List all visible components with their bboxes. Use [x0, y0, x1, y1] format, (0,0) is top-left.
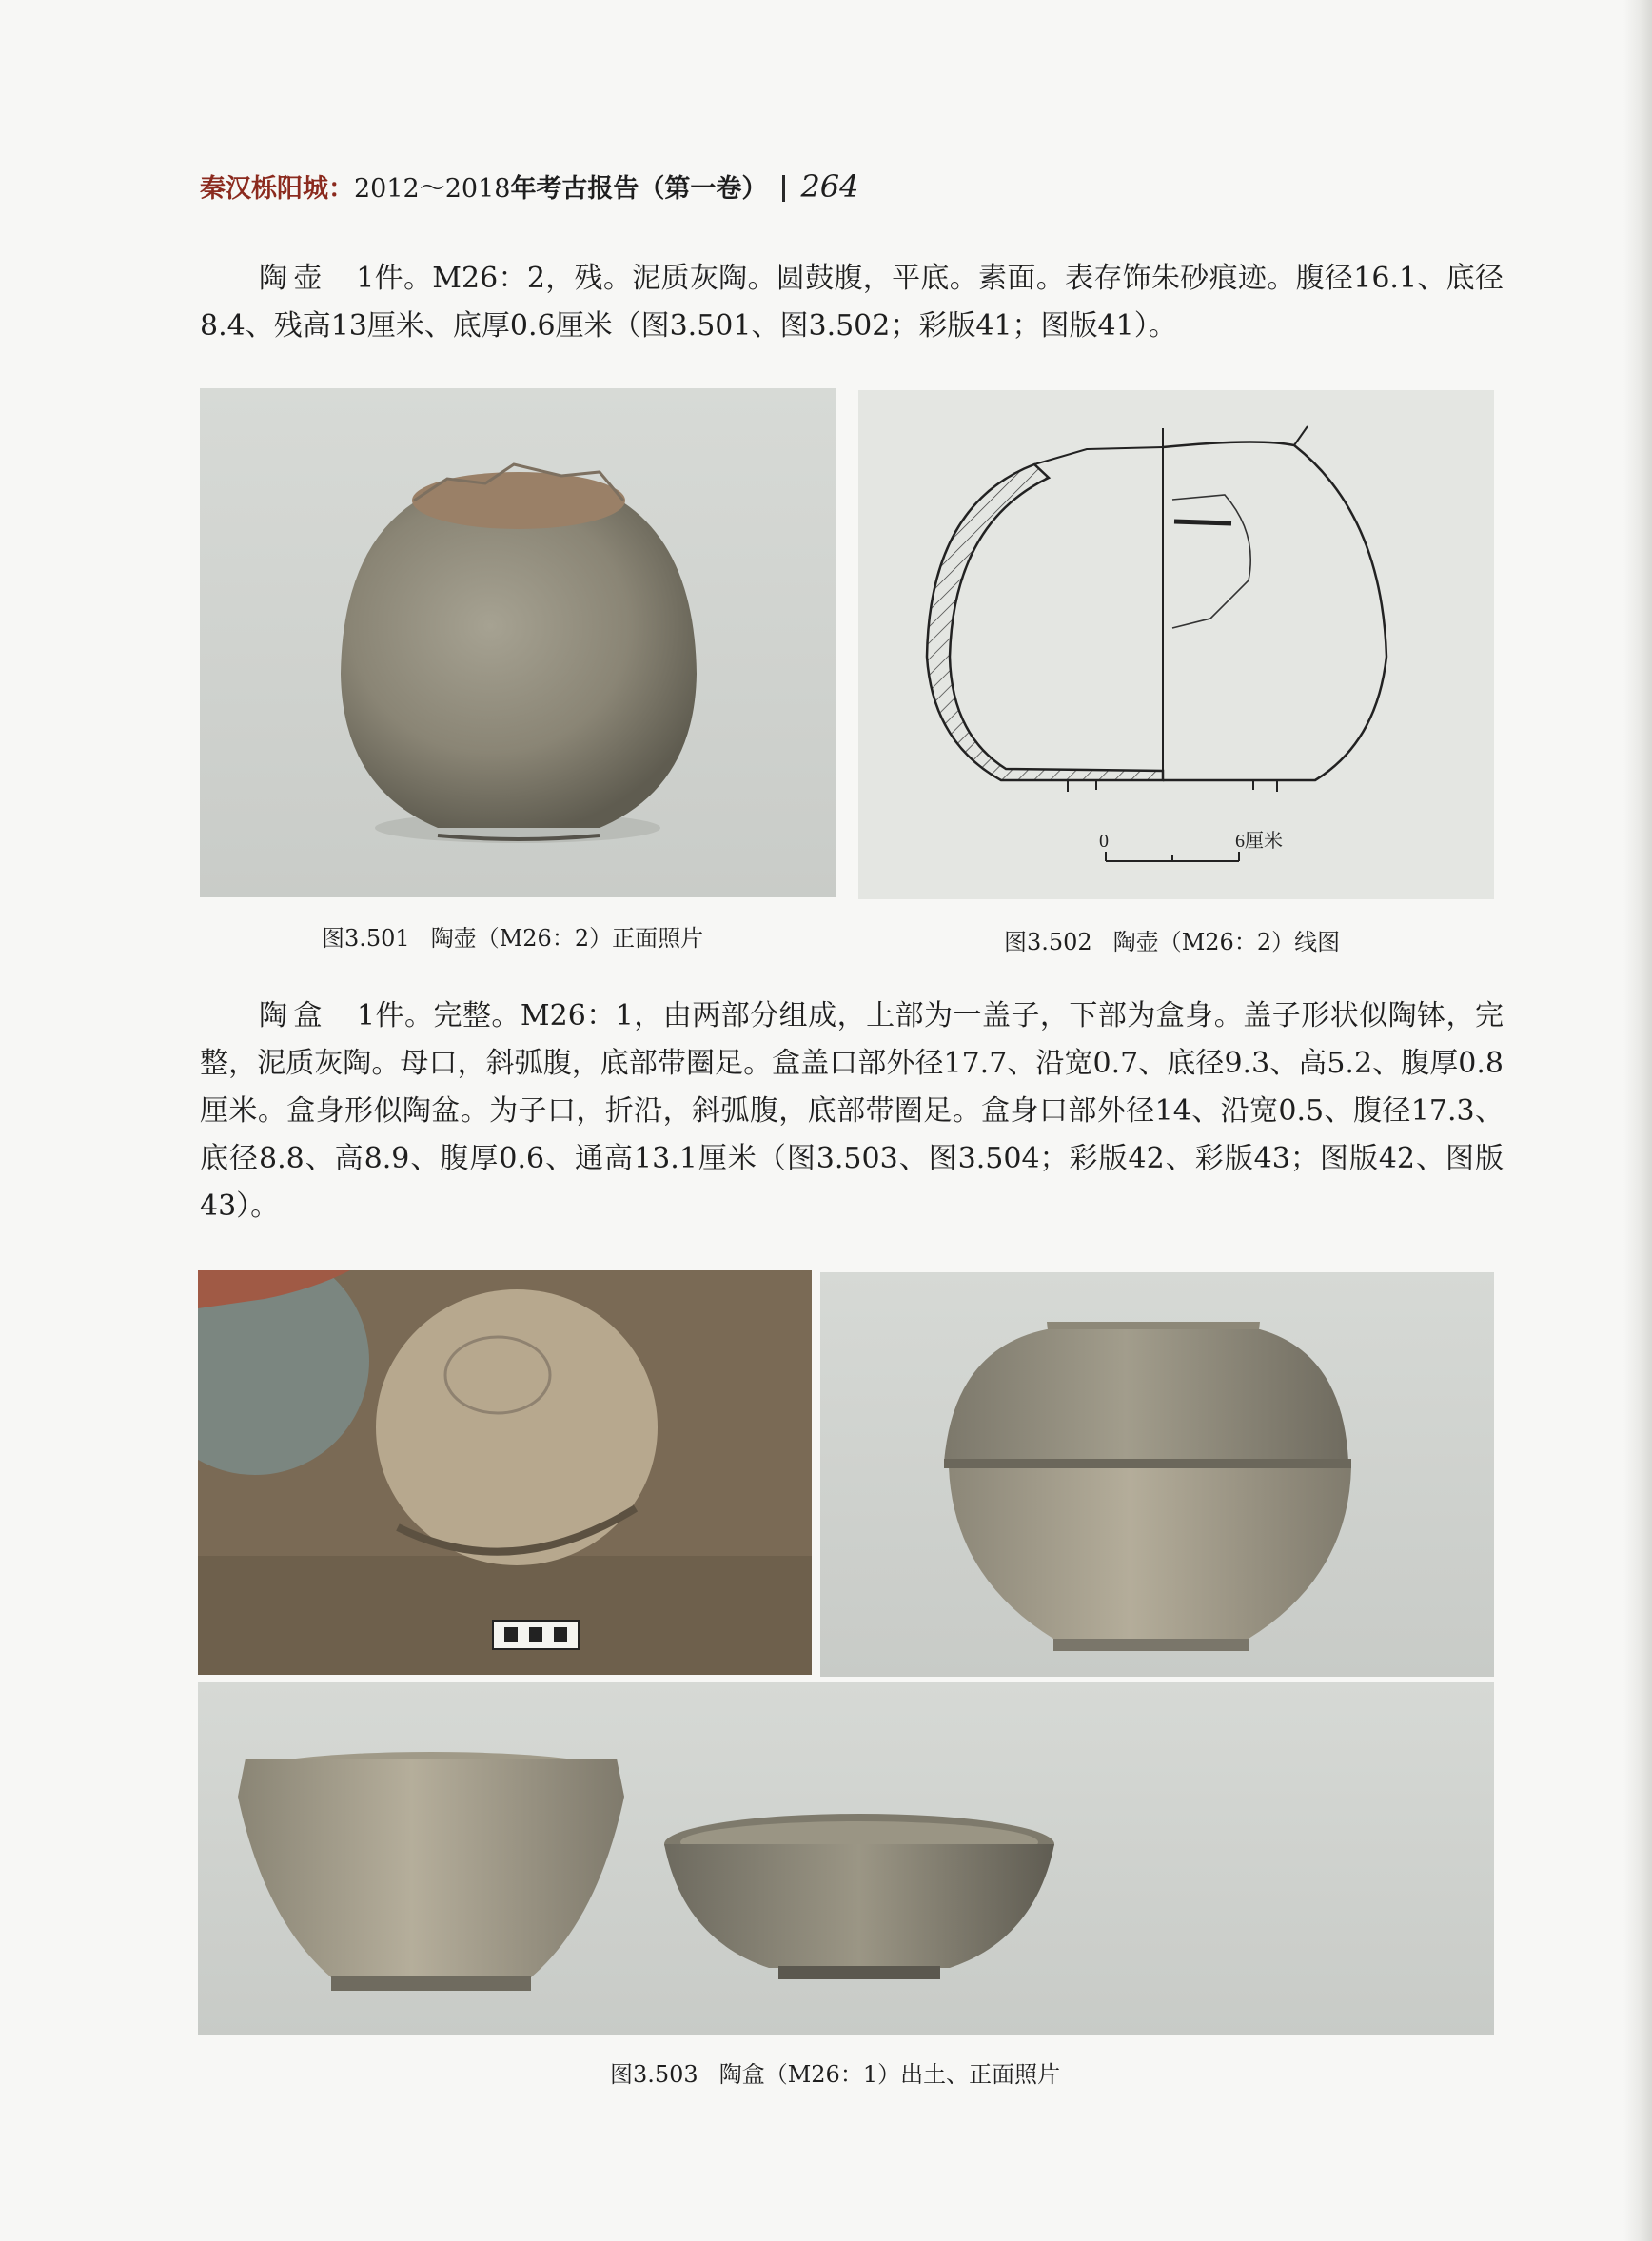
paragraph-text-box: 1件。完整。M26：1，由两部分组成，上部为一盖子，下部为盒身。盖子形状似陶钵，完整，泥质灰陶。母口，斜弧腹，底部带圈足。盒盖口部外径17.7、沿宽0.7、底径9.3、高5.2、腹厚0.8厘米。盒身形似陶盆。为子口，折沿，斜弧腹，底部带圈足。盒身口部外径14、沿宽0.5、腹径17.3、底径8.8、高8.9、腹厚0.6、通高13.1厘米（图3.503、图3.504；彩版42、彩版43；图版42、图版43）。 — [200, 999, 1504, 1223]
page-number: 264 — [800, 168, 859, 205]
header-separator — [782, 175, 785, 202]
series-title: 秦汉栎阳城： — [200, 174, 354, 204]
figure-3-502-drawing — [858, 390, 1494, 899]
figure-3-501-caption — [322, 919, 703, 953]
running-head — [200, 167, 859, 205]
figure-3-502-title: 陶壶（M26：2）线图 — [1112, 929, 1341, 955]
paragraph-box-description — [200, 993, 1504, 1230]
paragraph-label-box: 陶盒 — [259, 999, 328, 1032]
figure-3-502-caption — [1004, 923, 1340, 956]
figure-3-503-parts-photo — [198, 1682, 1494, 2035]
figure-3-502-number: 图3.502 — [1004, 929, 1092, 955]
page-edge — [1623, 0, 1652, 2241]
figure-3-503-title: 陶盒（M26：1）出土、正面照片 — [718, 2061, 1061, 2088]
report-title: 年考古报告（第一卷） — [510, 174, 768, 204]
scale-end-label: 6厘米 — [1235, 831, 1283, 852]
figure-3-501-photo — [200, 388, 836, 897]
figure-3-501-number: 图3.501 — [322, 925, 410, 952]
paragraph-pot-description — [200, 255, 1504, 350]
figure-3-503-excavation-photo — [198, 1270, 812, 1675]
paragraph-label-pot: 陶壶 — [259, 262, 328, 295]
figure-3-503-front-photo — [820, 1272, 1494, 1677]
report-years: 2012～2018 — [354, 174, 511, 204]
figure-3-501-title: 陶壶（M26：2）正面照片 — [430, 925, 704, 952]
paragraph-text-pot: 1件。M26：2，残。泥质灰陶。圆鼓腹，平底。素面。表存饰朱砂痕迹。腹径16.1、底径8.4、残高13厘米、底厚0.6厘米（图3.501、图3.502；彩版41；图版41）。 — [200, 262, 1504, 343]
scale-zero-label: 0 — [1099, 831, 1109, 852]
figure-3-503-caption — [610, 2055, 1060, 2089]
figure-3-503-number: 图3.503 — [610, 2061, 698, 2088]
